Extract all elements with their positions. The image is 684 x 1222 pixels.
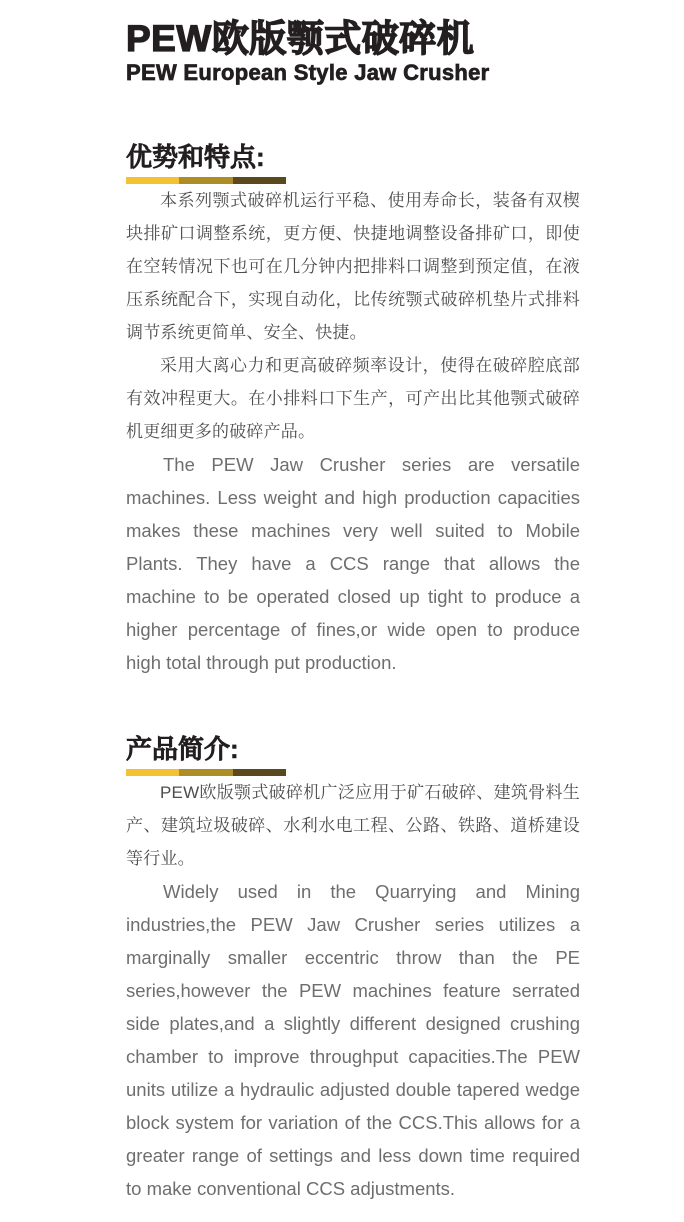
paragraph-en: Widely used in the Quarrying and Mining industries,the PEW Jaw Crusher series utilizes a marginally smaller eccentric throw than the PE series,however the PEW machines feature serrated side plates,and a slightly different designed crushing chamber to improve throughput capacities.The PEW units utilize a hydraulic adjusted double tapered wedge block system for variation of the CCS.This allows for a greater range of settings and less down time required to make conventional CCS adjustments. xyxy=(126,881,580,1199)
underline-segment-brown xyxy=(233,177,286,184)
content-column xyxy=(126,18,580,1205)
section-introduction xyxy=(126,734,580,1205)
underline-segment-brown xyxy=(233,769,286,776)
heading-underline xyxy=(126,177,286,184)
paragraph-cn: PEW欧版颚式破碎机广泛应用于矿石破碎、建筑骨料生产、建筑垃圾破碎、水利水电工程、公路、铁路、道桥建设等行业。 xyxy=(126,783,580,868)
paragraph-cn: 本系列颚式破碎机运行平稳、使用寿命长，装备有双楔块排矿口调整系统，更方便、快捷地调整设备排矿口，即使在空转情况下也可在几分钟内把排料口调整到预定值，在液压系统配合下，实现自动化，比传统颚式破碎机垫片式排料调节系统更简单、安全、快捷。 xyxy=(126,191,580,342)
underline-segment-yellow xyxy=(126,769,179,776)
underline-segment-yellow xyxy=(126,177,179,184)
heading-underline xyxy=(126,769,286,776)
underline-segment-olive xyxy=(179,177,232,184)
section-advantages-heading: 优势和特点: xyxy=(126,142,265,172)
page-subtitle: PEW European Style Jaw Crusher xyxy=(126,60,490,85)
section-advantages xyxy=(126,142,580,679)
paragraph-cn: 采用大离心力和更高破碎频率设计，使得在破碎腔底部有效冲程更大。在小排料口下生产，可产出比其他颚式破碎机更细更多的破碎产品。 xyxy=(126,356,580,441)
section-introduction-heading: 产品简介: xyxy=(126,734,239,764)
paragraph-en: The PEW Jaw Crusher series are versatile machines. Less weight and high production capacities makes these machines very well suited to Mobile Plants. They have a CCS range that allows the machine to be operated closed up tight to produce a higher percentage of fines,or wide open to produce high total through put production. xyxy=(126,454,580,673)
doc-header xyxy=(126,18,580,85)
page-title: PEW欧版颚式破碎机 xyxy=(126,18,475,59)
underline-segment-olive xyxy=(179,769,232,776)
